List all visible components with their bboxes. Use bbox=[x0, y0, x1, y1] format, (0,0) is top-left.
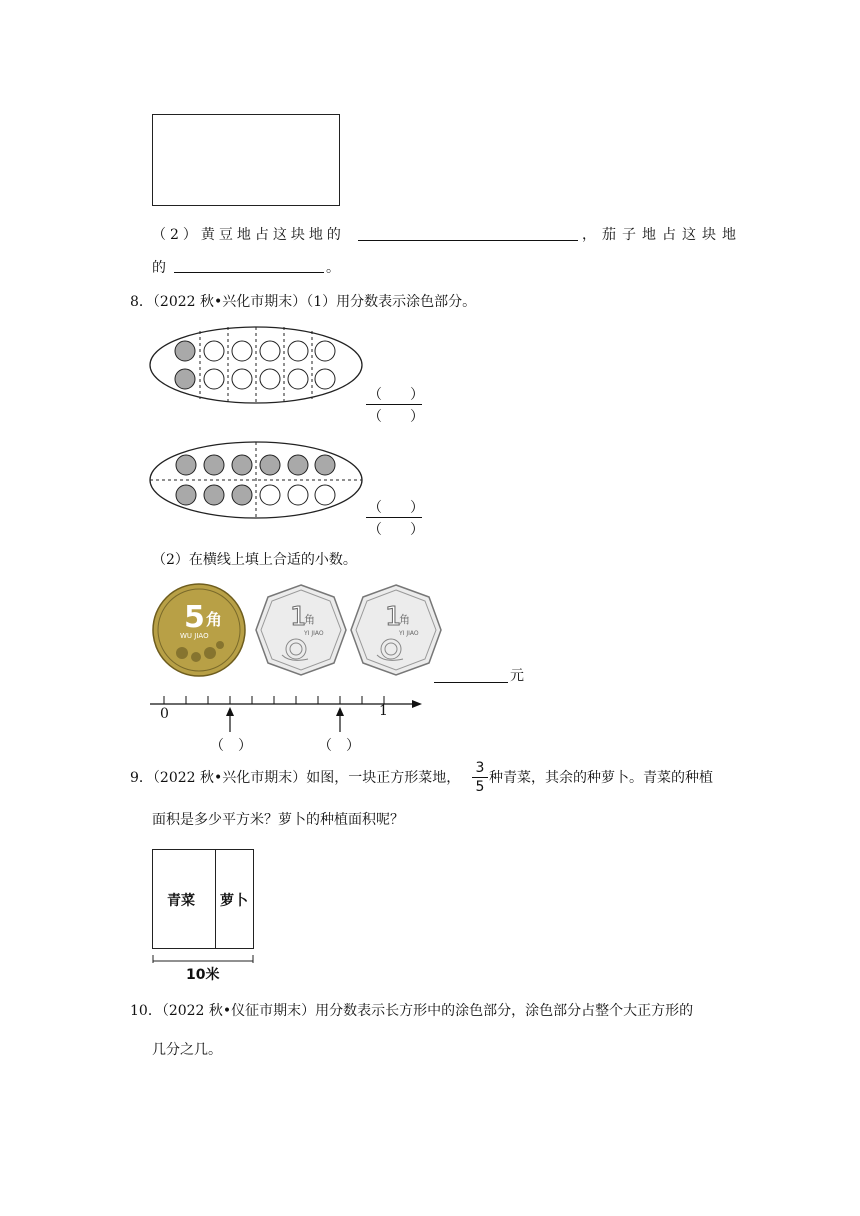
ellipse-figure-1 bbox=[148, 325, 364, 405]
coin-1b-pinyin: YI JIAO bbox=[399, 630, 419, 637]
coin-1-jiao-a bbox=[254, 583, 348, 677]
circle bbox=[288, 369, 308, 389]
q8-stem: 8．（2022 秋•兴化市期末）（1）用分数表示涂色部分。 bbox=[130, 294, 477, 310]
numline-answer-2[interactable]: （ ） bbox=[318, 738, 360, 754]
circle bbox=[315, 369, 335, 389]
coin-5-char: 角 bbox=[206, 610, 223, 629]
circle bbox=[260, 369, 280, 389]
q10-line1: 10．（2022 秋•仪征市期末）用分数表示长方形中的涂色部分，涂色部分占整个大正方形的 bbox=[130, 1003, 694, 1019]
fraction-answer-2[interactable]: （ ） （ ） bbox=[368, 500, 424, 538]
coin-1a-char: 角 bbox=[304, 613, 315, 626]
q7-mid: ，茄子地占这块地 bbox=[582, 227, 742, 243]
label-qingcai: 青菜 bbox=[167, 893, 195, 909]
circle bbox=[288, 341, 308, 361]
q9-suffix: 种青菜，其余的种萝卜。青菜的种植 bbox=[489, 770, 713, 786]
numline-one: 1 bbox=[379, 703, 388, 719]
fraction-answer-1[interactable]: （ ） （ ） bbox=[368, 387, 424, 425]
coin-5-jiao bbox=[152, 583, 246, 677]
coin-1b-numeral: 1 bbox=[385, 602, 402, 632]
circle-shaded bbox=[175, 369, 195, 389]
circle-shaded bbox=[175, 341, 195, 361]
q7-prefix: （2）黄豆地占这块地的 bbox=[152, 227, 345, 243]
circle bbox=[232, 369, 252, 389]
q9-fraction: 3 5 bbox=[472, 760, 488, 795]
q7-tail: 的 bbox=[152, 260, 166, 276]
q8-part2: （2）在横线上填上合适的小数。 bbox=[152, 552, 357, 568]
numline-zero: 0 bbox=[160, 706, 169, 722]
q7-part2-line1 bbox=[152, 225, 345, 245]
circle bbox=[260, 341, 280, 361]
coin-1a-numeral: 1 bbox=[290, 602, 307, 632]
width-label: 10米 bbox=[186, 967, 220, 983]
coin-1-jiao-b bbox=[349, 583, 443, 677]
q9-line2: 面积是多少平方米？萝卜的种植面积呢？ bbox=[152, 812, 404, 828]
circle bbox=[204, 369, 224, 389]
q7-end: 。 bbox=[326, 260, 340, 276]
coin-5-pinyin: WU JIAO bbox=[180, 632, 209, 640]
rectangle-figure bbox=[152, 114, 340, 206]
ellipse-figure-2 bbox=[148, 440, 364, 520]
numline-answer-1[interactable]: （ ） bbox=[210, 738, 252, 754]
yuan-unit: 元 bbox=[510, 668, 524, 684]
answer-blank-yuan[interactable] bbox=[434, 682, 508, 683]
answer-blank-soybean[interactable] bbox=[358, 240, 578, 241]
circle bbox=[232, 341, 252, 361]
circle bbox=[315, 341, 335, 361]
square-garden-figure bbox=[152, 849, 254, 949]
q9-prefix: 9．（2022 秋•兴化市期末）如图，一块正方形菜地， bbox=[130, 770, 461, 786]
coin-1a-pinyin: YI JIAO bbox=[304, 630, 324, 637]
answer-blank-eggplant[interactable] bbox=[174, 272, 324, 273]
label-luobo: 萝卜 bbox=[220, 893, 248, 909]
coin-1b-char: 角 bbox=[399, 613, 410, 626]
number-line bbox=[150, 694, 430, 754]
circle bbox=[204, 341, 224, 361]
q10-line2: 几分之几。 bbox=[152, 1042, 222, 1058]
coin-5-numeral: 5 bbox=[184, 600, 205, 635]
